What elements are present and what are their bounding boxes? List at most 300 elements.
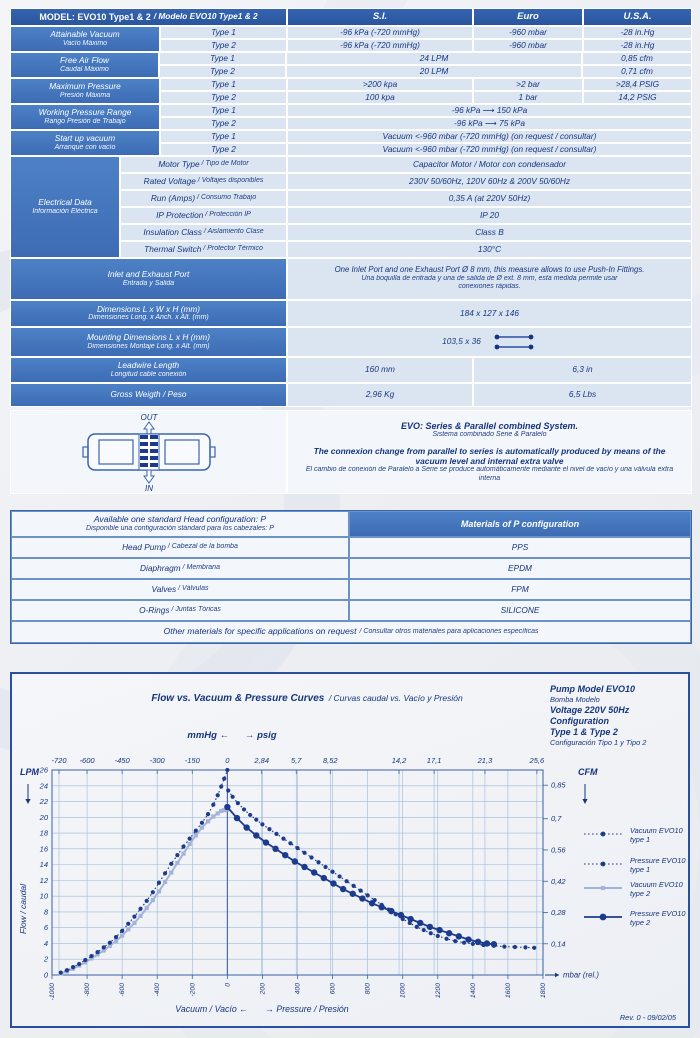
marker-vac1 xyxy=(206,812,210,816)
materials-row xyxy=(11,558,691,579)
label-en: Inlet and Exhaust Port xyxy=(107,269,190,280)
top-axis-unit-label: mmHg ← → psig xyxy=(187,730,277,741)
value-line: Una boquilla de entrada y una de salida de Ø ext. 8 mm, esta medida permite usar xyxy=(361,275,618,283)
model-title-cell xyxy=(10,8,287,26)
general-spec-value xyxy=(287,357,473,383)
spec-value-cell xyxy=(582,65,692,78)
materials-header-left xyxy=(11,511,349,537)
evo-diagram-cell xyxy=(10,410,287,494)
marker-press1 xyxy=(260,822,264,826)
legend-marker-vac1 xyxy=(601,832,606,837)
top-tick-label: 8,52 xyxy=(322,756,338,765)
type-cell xyxy=(160,117,287,130)
top-tick-label: -450 xyxy=(114,756,130,765)
x-axis-title: mbar (rel.) xyxy=(563,970,599,980)
label-es: Dimensiones Montaje Long. x Alt. (mm) xyxy=(87,342,210,350)
type-cell xyxy=(160,143,287,156)
marker-vac2 xyxy=(188,842,192,846)
legend-label: Vacuum EVO10 xyxy=(630,880,683,889)
marker-press2 xyxy=(369,900,375,906)
marker-vac1 xyxy=(216,793,220,797)
marker-press1 xyxy=(309,855,313,859)
marker-press1 xyxy=(462,941,466,945)
spec-group xyxy=(10,52,692,78)
top-tick-label: 21,3 xyxy=(477,756,493,765)
spec-row xyxy=(160,143,692,156)
x-tick-label: 0 xyxy=(224,983,232,987)
type-cell xyxy=(160,78,287,91)
spec-value-cell xyxy=(473,78,583,91)
general-spec-label xyxy=(10,258,287,300)
y-axis-title: Flow / caudal xyxy=(18,883,28,935)
y-tick-label: 20 xyxy=(39,812,48,822)
marker-press1 xyxy=(302,851,306,855)
material-es: / Juntas Tóricas xyxy=(171,606,221,614)
materials-header-left-en: Available one standard Head configuration: P xyxy=(93,514,267,525)
marker-vac2 xyxy=(120,933,124,937)
spec-value-cell xyxy=(583,78,692,91)
marker-press2 xyxy=(292,858,298,864)
label-es: Dimensiones Long. x Anch. x Alt. (mm) xyxy=(88,314,209,322)
spec-value-cell xyxy=(583,91,692,104)
type-label: Type 1 xyxy=(210,52,235,63)
spec-value: >28,4 PSIG xyxy=(615,78,660,89)
marker-vac2 xyxy=(206,819,210,823)
marker-press2 xyxy=(436,927,442,933)
spec-group-label xyxy=(10,52,159,78)
electrical-prop-cell xyxy=(120,224,287,241)
marker-press1 xyxy=(274,832,278,836)
spec-group-rows xyxy=(160,26,692,52)
legend-marker-press2 xyxy=(600,914,607,921)
spec-value: 0,85 cfm xyxy=(621,52,653,63)
electrical-value-cell xyxy=(287,173,692,190)
materials-footer-row xyxy=(11,621,691,643)
cfm-tick-label: 0,42 xyxy=(551,876,566,886)
marker-press2 xyxy=(340,886,346,892)
spec-value-cell xyxy=(287,78,473,91)
spec-value-cell xyxy=(287,26,473,39)
marker-press1 xyxy=(523,945,527,949)
materials-header-row xyxy=(11,511,691,537)
type-cell xyxy=(159,65,286,78)
prop-en: Rated Voltage xyxy=(143,175,196,186)
value-text: 184 x 127 x 146 xyxy=(459,307,520,318)
spec-value-cell xyxy=(287,39,473,52)
x-tick-label: 400 xyxy=(294,983,302,995)
marker-press2 xyxy=(301,864,307,870)
marker-vac2 xyxy=(181,851,185,855)
marker-vac2 xyxy=(132,921,136,925)
marker-press2 xyxy=(234,815,240,821)
materials-footer-en: Other materials for specific applications on request xyxy=(163,626,357,637)
electrical-value-cell xyxy=(287,190,692,207)
spec-value: >200 kpa xyxy=(362,78,398,89)
marker-vac1 xyxy=(219,784,223,788)
y-tick-label: 18 xyxy=(39,828,48,838)
spec-label-es: Caudal Máximo xyxy=(60,65,109,73)
marker-press1 xyxy=(248,813,252,817)
electrical-value-cell xyxy=(287,241,692,258)
y-tick-label: 14 xyxy=(39,860,48,870)
marker-vac1 xyxy=(138,907,142,911)
spec-row xyxy=(159,52,692,65)
marker-vac1 xyxy=(59,971,63,975)
top-tick-label: 17,1 xyxy=(426,756,442,765)
material-value-cell xyxy=(349,558,691,579)
material-es: / Válvulas xyxy=(178,585,209,593)
marker-vac1 xyxy=(169,862,173,866)
marker-press2 xyxy=(224,804,230,810)
general-spec-label xyxy=(10,383,287,407)
marker-press1 xyxy=(226,788,230,792)
top-tick-label: 2,84 xyxy=(254,756,270,765)
type-cell xyxy=(160,130,287,143)
spec-header-row xyxy=(10,8,692,26)
marker-vac2 xyxy=(169,870,173,874)
marker-vac2 xyxy=(151,898,155,902)
marker-press2 xyxy=(243,824,249,830)
spec-row xyxy=(160,26,692,39)
spec-label-es: Presión Máxima xyxy=(59,91,111,99)
cfm-arrowhead xyxy=(582,799,587,804)
series-line-press1 xyxy=(228,791,534,948)
electrical-row xyxy=(120,190,692,207)
unit-header-label: Euro xyxy=(517,10,539,22)
spec-row xyxy=(160,104,692,117)
y-tick-label: 16 xyxy=(39,844,48,854)
marker-vac1 xyxy=(120,929,124,933)
electrical-label-en: Electrical Data xyxy=(38,197,92,208)
marker-vac1 xyxy=(71,965,75,969)
unit-header-label: S.I. xyxy=(372,10,388,22)
marker-vac1 xyxy=(225,768,229,772)
prop-es: / Aislamiento Clase xyxy=(203,228,264,236)
prop-es: / Voltajes disponibles xyxy=(197,177,264,185)
general-spec-label xyxy=(10,357,287,383)
electrical-value: Class B xyxy=(475,226,504,237)
evo-system-section xyxy=(10,410,692,494)
spec-value: -96 kPa (-720 mmHg) xyxy=(340,39,420,50)
general-specs-table xyxy=(10,258,692,407)
value-line: One Inlet Port and one Exhaust Port Ø 8 mm, this measure allows to use Push-In Fittings. xyxy=(334,265,645,275)
unit-header-cell xyxy=(473,8,583,26)
chart-title-en: Flow vs. Vacuum & Pressure Curves xyxy=(151,693,325,704)
marker-press2 xyxy=(263,839,269,845)
marker-vac1 xyxy=(145,899,149,903)
marker-press1 xyxy=(415,925,419,929)
unit-header-cell xyxy=(583,8,692,26)
marker-vac1 xyxy=(114,935,118,939)
marker-press1 xyxy=(231,795,235,799)
spec-value-cell xyxy=(287,130,692,143)
electrical-value: Capacitor Motor / Motor con condensador xyxy=(412,158,567,169)
x-tick-label: -800 xyxy=(84,983,92,997)
spec-value: 0,71 cfm xyxy=(621,65,653,76)
marker-press1 xyxy=(345,879,349,883)
type-label: Type 2 xyxy=(211,91,236,102)
marker-press1 xyxy=(267,827,271,831)
spec-row xyxy=(159,65,692,78)
marker-vac1 xyxy=(200,821,204,825)
spec-group-rows xyxy=(160,130,692,156)
spec-value-cell xyxy=(287,117,692,130)
electrical-rows xyxy=(120,156,692,258)
material-name-cell xyxy=(11,579,349,600)
series-line-vac2 xyxy=(61,809,228,973)
electrical-prop-cell xyxy=(120,190,287,207)
revision-label: Rev. 0 - 09/02/05 xyxy=(619,1013,676,1022)
marker-vac2 xyxy=(211,814,215,818)
material-value-cell xyxy=(349,537,691,558)
spec-value-cell xyxy=(583,39,692,52)
marker-press2 xyxy=(398,912,404,918)
material-en: O-Rings xyxy=(139,604,170,615)
legend-marker-press1 xyxy=(601,862,606,867)
cfm-tick-label: 0,85 xyxy=(551,780,566,790)
general-spec-value xyxy=(473,383,692,407)
electrical-label-cell xyxy=(10,156,120,258)
cfm-tick-label: 0,7 xyxy=(551,814,562,824)
general-spec-row xyxy=(10,383,692,407)
marker-press2 xyxy=(465,936,471,942)
label-en: Leadwire Length xyxy=(117,360,180,371)
lpm-arrowhead xyxy=(25,799,30,804)
marker-vac1 xyxy=(102,945,106,949)
marker-vac1 xyxy=(163,871,167,875)
spec-value: 24 LPM xyxy=(419,52,449,63)
legend-label: type 2 xyxy=(630,889,651,898)
y-tick-label: 10 xyxy=(39,891,48,901)
materials-row xyxy=(11,579,691,600)
x-tick-label: 1600 xyxy=(504,983,512,999)
electrical-prop-cell xyxy=(120,173,287,190)
marker-vac2 xyxy=(138,914,142,918)
spec-value: 20 LPM xyxy=(419,65,449,76)
marker-press2 xyxy=(311,869,317,875)
pump-info-block xyxy=(550,684,678,748)
chart-title xyxy=(52,688,562,706)
general-spec-row xyxy=(10,258,692,300)
y-tick-label: 22 xyxy=(39,797,48,807)
general-spec-row xyxy=(10,357,692,383)
general-spec-label xyxy=(10,300,287,327)
marker-vac1 xyxy=(95,950,99,954)
spec-value: >2 bar xyxy=(516,78,540,89)
electrical-row xyxy=(120,173,692,190)
marker-press1 xyxy=(316,860,320,864)
x-tick-label: -400 xyxy=(154,983,162,997)
general-spec-value xyxy=(287,327,692,357)
materials-row xyxy=(11,600,691,621)
spec-value-cell xyxy=(473,39,583,52)
marker-press2 xyxy=(491,941,497,947)
material-es: / Membrana xyxy=(182,564,220,572)
y-tick-label: 0 xyxy=(43,970,48,980)
marker-press2 xyxy=(282,852,288,858)
marker-press1 xyxy=(337,874,341,878)
materials-header-right xyxy=(349,511,691,537)
evo-title: EVO: Series & Parallel combined System. xyxy=(400,420,579,431)
spec-value: Vacuum <-960 mbar (-720 mmHg) (on request / consultar) xyxy=(382,143,597,154)
x-direction-label: Vacuum / Vacío ← → Pressure / Presión xyxy=(175,1004,349,1014)
cfm-tick-label: 0,28 xyxy=(551,907,566,917)
evo-text-cell xyxy=(287,410,692,494)
x-tick-label: -1000 xyxy=(49,983,56,1001)
general-spec-value xyxy=(287,258,692,300)
label-es: Longitud cable conexión xyxy=(110,370,187,378)
material-value: PPS xyxy=(511,541,529,552)
pump-info-line: Configuración Tipo 1 y Tipo 2 xyxy=(550,738,647,748)
value-si: 2,96 Kg xyxy=(365,389,395,400)
marker-press2 xyxy=(350,891,356,897)
electrical-row xyxy=(120,224,692,241)
material-value-cell xyxy=(349,579,691,600)
spec-group-label xyxy=(10,26,160,52)
marker-vac1 xyxy=(211,803,215,807)
value-line: conexiones rápidas. xyxy=(458,283,521,291)
y-tick-label: 2 xyxy=(43,954,48,964)
materials-row xyxy=(11,537,691,558)
prop-es: / Protector Térmico xyxy=(203,245,263,253)
marker-press2 xyxy=(253,832,259,838)
electrical-data-table xyxy=(10,156,692,258)
prop-es: / Consumo Trabajo xyxy=(197,194,257,202)
model-title-en: MODEL: EVO10 Type1 & 2 xyxy=(39,11,151,22)
marker-press1 xyxy=(242,807,246,811)
electrical-prop-cell xyxy=(120,207,287,224)
top-tick-label: 0 xyxy=(225,756,230,765)
electrical-value-cell xyxy=(287,156,692,173)
evo-body-en: The connexion change from parallel to series is automatically produced by means of the vacuum level and internal extra valve xyxy=(313,446,666,467)
marker-press1 xyxy=(323,865,327,869)
label-en: Dimensions L x W x H (mm) xyxy=(96,303,201,314)
legend-label: Vacuum EVO10 xyxy=(630,826,683,835)
type-cell xyxy=(160,26,287,39)
marker-press2 xyxy=(272,846,278,852)
spec-value: -960 mbar xyxy=(509,39,547,50)
legend-label: type 2 xyxy=(630,918,651,927)
marker-vac1 xyxy=(89,954,93,958)
spec-value-cell xyxy=(287,143,692,156)
x-tick-label: 200 xyxy=(259,983,267,995)
spec-group-label xyxy=(10,130,160,156)
marker-vac2 xyxy=(200,825,204,829)
spec-value: 100 kpa xyxy=(365,91,395,102)
prop-es: / Tipo de Motor xyxy=(201,160,249,168)
cfm-tick-label: 0,56 xyxy=(551,845,566,855)
material-value-cell xyxy=(349,600,691,621)
x-tick-label: 1000 xyxy=(399,983,407,999)
spec-value-cell xyxy=(582,52,692,65)
marker-press1 xyxy=(444,937,448,941)
spec-row xyxy=(160,39,692,52)
spec-row xyxy=(160,78,692,91)
marker-press2 xyxy=(475,939,481,945)
pump-in-label: IN xyxy=(144,484,153,493)
marker-vac1 xyxy=(65,968,69,972)
electrical-value: IP 20 xyxy=(479,209,500,220)
type-label: Type 1 xyxy=(211,26,236,37)
x-tick-label: 600 xyxy=(329,983,337,995)
spec-row xyxy=(160,130,692,143)
y-tick-label: 6 xyxy=(43,923,48,933)
material-value: FPM xyxy=(511,583,529,594)
top-tick-label: 5,7 xyxy=(291,756,302,765)
label-es: Entrada y Salida xyxy=(122,279,175,287)
spec-group-label xyxy=(10,78,160,104)
legend-label: type 1 xyxy=(630,865,651,874)
prop-en: Run (Amps) xyxy=(150,192,196,203)
cfm-tick-label: 0,14 xyxy=(551,939,566,949)
top-tick-label: -300 xyxy=(149,756,165,765)
electrical-value: 230V 50/60Hz, 120V 60Hz & 200V 50/60Hz xyxy=(409,175,570,186)
marker-vac1 xyxy=(77,962,81,966)
value-us: 6,3 in xyxy=(572,364,593,375)
marker-press2 xyxy=(427,924,433,930)
spec-group-rows xyxy=(160,104,692,130)
marker-vac2 xyxy=(114,939,118,943)
type-label: Type 1 xyxy=(211,104,236,115)
prop-en: Motor Type xyxy=(158,158,200,169)
spec-label-en: Free Air Flow xyxy=(59,55,110,66)
materials-footer-cell xyxy=(11,621,691,643)
electrical-prop-cell xyxy=(120,241,287,258)
marker-vac1 xyxy=(132,915,136,919)
unit-header-cell xyxy=(287,8,473,26)
material-name-cell xyxy=(11,537,349,558)
spec-value: -96 kPa ⟶ 75 kPa xyxy=(454,117,525,128)
electrical-row xyxy=(120,241,692,258)
materials-header-left-es: Disponible una configuración stándard para los cabezales: P xyxy=(86,524,274,532)
material-name-cell xyxy=(11,600,349,621)
electrical-value: 130°C xyxy=(477,243,502,254)
electrical-row xyxy=(120,207,692,224)
material-en: Diaphragm xyxy=(140,562,181,573)
electrical-value-cell xyxy=(287,224,692,241)
y-tick-label: 26 xyxy=(39,765,48,775)
spec-value: 14,2 PSIG xyxy=(618,91,657,102)
evo-subtitle: Sistema combinado Serie & Paralelo xyxy=(432,431,547,439)
type-cell xyxy=(160,39,287,52)
spec-row xyxy=(160,117,692,130)
type-label: Type 2 xyxy=(211,143,236,154)
spec-value: Vacuum <-960 mbar (-720 mmHg) (on request / consultar) xyxy=(382,130,597,141)
spec-group xyxy=(10,26,692,52)
x-tick-label: -600 xyxy=(119,983,127,997)
marker-press2 xyxy=(330,880,336,886)
model-title-es: / Modelo EVO10 Type1 & 2 xyxy=(153,11,258,22)
material-value: SILICONE xyxy=(500,604,540,615)
top-tick-label: 25,6 xyxy=(529,756,545,765)
x-axis-arrowhead xyxy=(555,973,559,978)
evo-row xyxy=(10,410,692,494)
marker-vac1 xyxy=(126,922,130,926)
spec-value: -28 in.Hg xyxy=(620,26,655,37)
prop-en: Insulation Class xyxy=(143,226,202,237)
pump-out-label: OUT xyxy=(140,413,157,422)
prop-es: / Protección IP xyxy=(205,211,251,219)
spec-value-cell xyxy=(583,26,692,39)
value-text: 103,5 x 36 xyxy=(442,336,481,347)
material-es: / Cabezal de la bomba xyxy=(167,543,238,551)
unit-header-label: U.S.A. xyxy=(623,10,652,22)
marker-vac1 xyxy=(222,777,226,781)
electrical-value-cell xyxy=(287,207,692,224)
series-line-press2 xyxy=(227,807,494,944)
spec-value: -96 kPa (-720 mmHg) xyxy=(340,26,420,37)
legend-label: Pressure EVO10 xyxy=(630,909,686,918)
